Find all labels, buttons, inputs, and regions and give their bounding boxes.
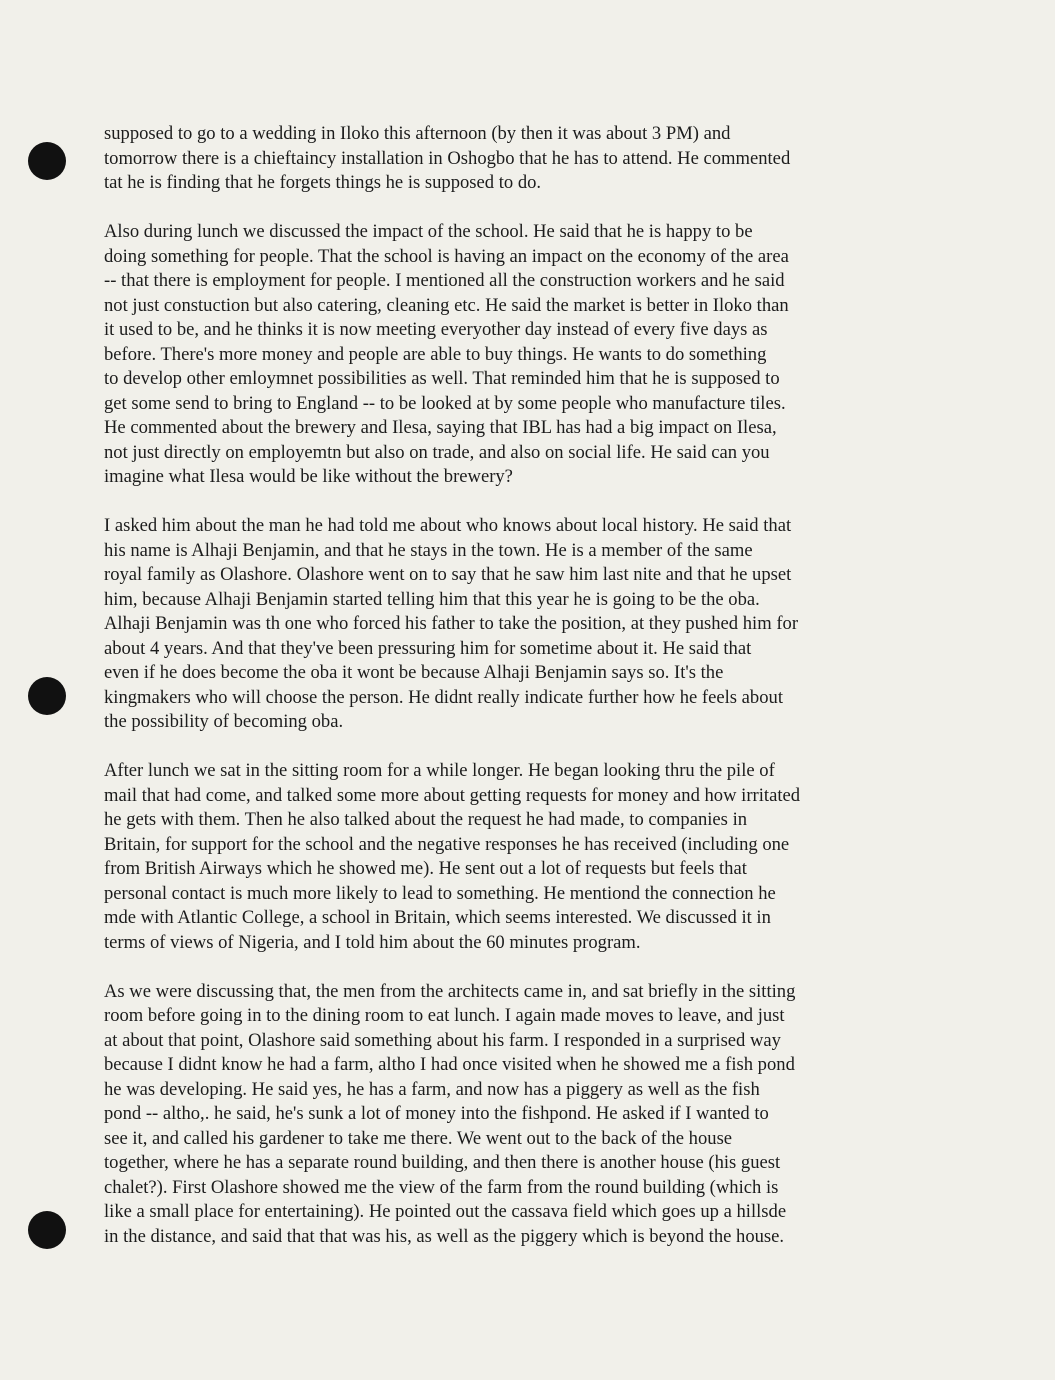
paragraph xyxy=(104,122,924,196)
text-line: from British Airways which he showed me). He sent out a lot of requests but feels that xyxy=(104,858,747,879)
text-line: doing something for people. That the school is having an impact on the economy of the area xyxy=(104,245,789,267)
text-line: -- that there is employment for people. I mentioned all the construction workers and he said xyxy=(104,270,785,291)
text-line: tomorrow there is a chieftaincy installation in Oshogbo that he has to attend. He commented xyxy=(104,147,791,169)
text-line: terms of views of Nigeria, and I told him about the 60 minutes program. xyxy=(104,931,641,953)
text-line: As we were discussing that, the men from the architects came in, and sat briefly in the sitting xyxy=(104,980,796,1002)
document-body xyxy=(104,122,924,1249)
text-line: personal contact is much more likely to lead to something. He mentiond the connection he xyxy=(104,882,776,904)
text-line: see it, and called his gardener to take me there. We went out to the back of the house xyxy=(104,1127,733,1149)
text-line: like a small place for entertaining). He pointed out the cassava field which goes up a hillsde xyxy=(104,1201,787,1222)
text-line: Also during lunch we discussed the impact of the school. He said that he is happy to be xyxy=(104,221,753,242)
text-line: it used to be, and he thinks it is now meeting everyother day instead of every five days as xyxy=(104,319,768,340)
text-line: about 4 years. And that they've been pressuring him for sometime about it. He said that xyxy=(104,637,752,659)
text-line: pond -- altho,. he said, he's sunk a lot of money into the fishpond. He asked if I wanted to xyxy=(104,1103,769,1124)
text-line: chalet?). First Olashore showed me the view of the farm from the round building (which is xyxy=(104,1176,779,1198)
paragraph xyxy=(104,980,924,1250)
text-line: to develop other emloymnet possibilities as well. That reminded him that he is supposed to xyxy=(104,368,780,389)
text-line: mde with Atlantic College, a school in Britain, which seems interested. We discussed it in xyxy=(104,907,771,928)
paragraph xyxy=(104,220,924,490)
text-line: not just constuction but also catering, cleaning etc. He said the market is better in Iloko than xyxy=(104,294,789,316)
text-line: together, where he has a separate round building, and then there is another house (his guest xyxy=(104,1152,781,1173)
text-line: mail that had come, and talked some more about getting requests for money and how irritated xyxy=(104,784,801,806)
text-line: him, because Alhaji Benjamin started telling him that this year he is going to be the oba. xyxy=(104,588,760,610)
text-line: room before going in to the dining room to eat lunch. I again made moves to leave, and just xyxy=(104,1005,785,1026)
paragraph xyxy=(104,514,924,735)
text-line: not just directly on employemtn but also on trade, and also on social life. He said can you xyxy=(104,441,770,463)
text-line: at about that point, Olashore said something about his farm. I responded in a surprised way xyxy=(104,1029,781,1051)
text-line: in the distance, and said that that was his, as well as the piggery which is beyond the house. xyxy=(104,1225,785,1247)
text-line: the possibility of becoming oba. xyxy=(104,711,344,732)
text-line: imagine what Ilesa would be like without the brewery? xyxy=(104,466,513,487)
text-line: tat he is finding that he forgets things he is supposed to do. xyxy=(104,172,542,193)
text-line: Britain, for support for the school and the negative responses he has received (including one xyxy=(104,833,790,855)
text-line: kingmakers who will choose the person. He didnt really indicate further how he feels about xyxy=(104,686,783,708)
text-line: because I didnt know he had a farm, altho I had once visited when he showed me a fish pond xyxy=(104,1054,795,1075)
text-line: he gets with them. Then he also talked about the request he had made, to companies in xyxy=(104,809,748,830)
text-line: get some send to bring to England -- to be looked at by some people who manufacture tiles. xyxy=(104,392,786,414)
text-line: He commented about the brewery and Ilesa, saying that IBL has had a big impact on Ilesa, xyxy=(104,417,777,438)
text-line: After lunch we sat in the sitting room for a while longer. He began looking thru the pile of xyxy=(104,760,775,781)
binder-hole-bottom xyxy=(28,1211,66,1249)
binder-hole-middle xyxy=(28,677,66,715)
text-line: royal family as Olashore. Olashore went on to say that he saw him last nite and that he upset xyxy=(104,564,792,585)
text-line: supposed to go to a wedding in Iloko this afternoon (by then it was about 3 PM) and xyxy=(104,123,731,144)
paragraph xyxy=(104,759,924,955)
text-line: even if he does become the oba it wont be because Alhaji Benjamin says so. It's the xyxy=(104,662,724,683)
text-line: Alhaji Benjamin was th one who forced his father to take the position, at they pushed him for xyxy=(104,613,799,634)
text-line: I asked him about the man he had told me about who knows about local history. He said that xyxy=(104,515,792,536)
text-line: before. There's more money and people are able to buy things. He wants to do something xyxy=(104,343,767,365)
text-line: his name is Alhaji Benjamin, and that he stays in the town. He is a member of the same xyxy=(104,539,753,561)
text-line: he was developing. He said yes, he has a farm, and now has a piggery as well as the fish xyxy=(104,1078,760,1100)
binder-hole-top xyxy=(28,142,66,180)
